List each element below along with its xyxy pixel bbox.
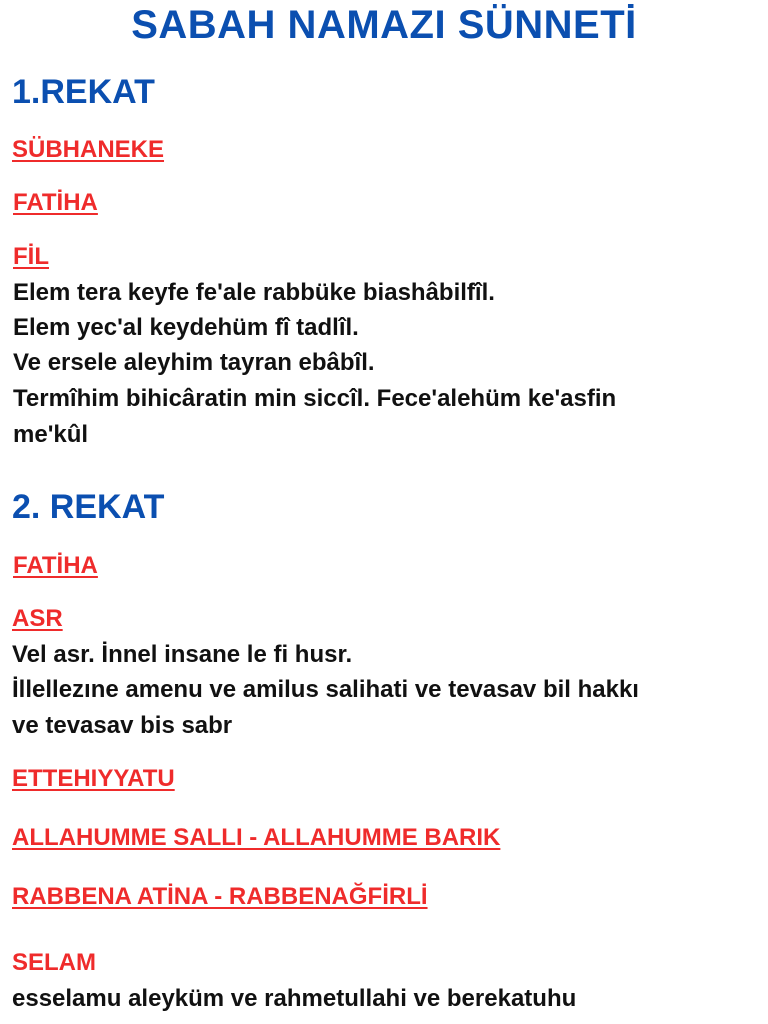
fil-line-1: Elem tera keyfe fe'ale rabbüke biashâbilfîl. bbox=[13, 279, 495, 306]
fil-line-4: Termîhim bihicâratin min siccîl. Fece'alehüm ke'asfin bbox=[13, 385, 617, 412]
ettehiyyatu-heading: ETTEHIYYATU bbox=[12, 765, 175, 792]
fil-line-2: Elem yec'al keydehüm fî tadlîl. bbox=[13, 314, 359, 341]
asr-line-2: İllellezıne amenu ve amilus salihati ve tevasav bil hakkı bbox=[12, 676, 639, 703]
selam-heading: SELAM bbox=[12, 949, 96, 976]
fatiha-heading-1: FATİHA bbox=[13, 189, 98, 216]
fil-line-5: me'kûl bbox=[13, 421, 89, 448]
subhaneke-heading: SÜBHANEKE bbox=[12, 136, 165, 163]
asr-line-3: ve tevasav bis sabr bbox=[12, 712, 233, 739]
fil-line-3: Ve ersele aleyhim tayran ebâbîl. bbox=[13, 349, 375, 376]
salli-barik-heading: ALLAHUMME SALLI - ALLAHUMME BARIK bbox=[12, 824, 501, 851]
fil-heading: FİL bbox=[13, 243, 49, 270]
page-title: SABAH NAMAZI SÜNNETİ bbox=[131, 3, 637, 47]
asr-line-1: Vel asr. İnnel insane le fi husr. bbox=[12, 641, 353, 668]
asr-heading: ASR bbox=[12, 605, 63, 632]
fatiha-heading-2: FATİHA bbox=[13, 552, 98, 579]
selam-line: esselamu aleyküm ve rahmetullahi ve berekatuhu bbox=[12, 985, 577, 1012]
rekat-2-heading: 2. REKAT bbox=[12, 488, 165, 526]
rekat-1-heading: 1.REKAT bbox=[12, 73, 155, 111]
rabbena-heading: RABBENA ATİNA - RABBENAĞFİRLİ bbox=[12, 883, 428, 910]
